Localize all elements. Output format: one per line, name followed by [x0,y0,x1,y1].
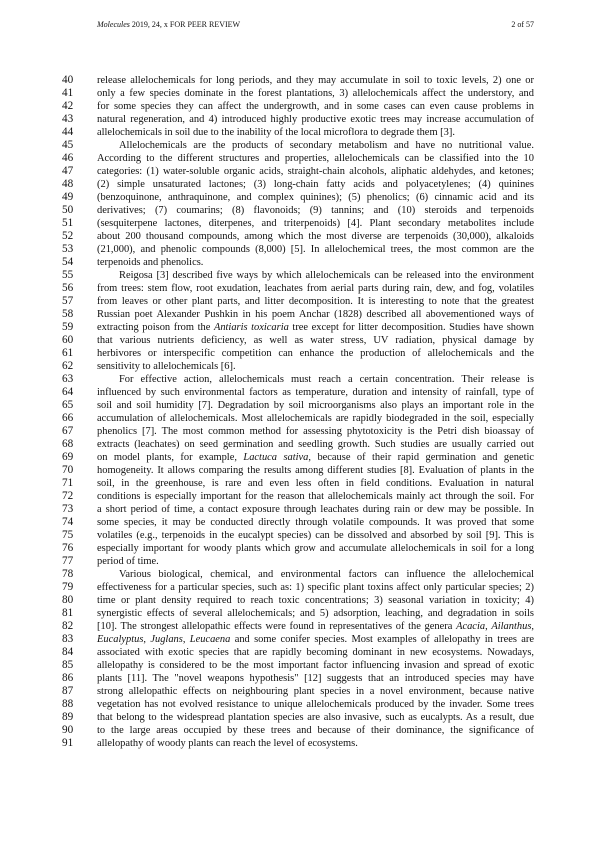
text-line: influenced by such environmental factors as temperature, duration and intensity of rainfall, type of [97,387,534,398]
text-line: for some species they can affect the undergrowth, and in some cases can even cause problems in [97,101,534,112]
species-name: Leucaena [189,634,231,645]
species-name: Acacia [456,621,486,632]
text-line: from trees: stem flow, root exudation, leachates from aerial parts during rain, dew, and fog, volatiles [97,283,534,294]
line-number: 55 [62,269,74,281]
line-number: 52 [62,230,74,242]
text-line: (sesquiterpene lactones, diterpenes, and triterpenoids) [4]. Plant secondary metabolites include [97,218,534,229]
text-line: strong allelopathic effects on neighbouring plant species in a novel environment, because native [97,686,534,697]
text-line: that various nutrients deficiency, as well as water stress, UV radiation, physical damage by [97,335,534,346]
text-line: allelopathy of woody plants can reach the level of ecosystems. [97,738,358,749]
line-number: 82 [62,620,74,632]
line-number: 79 [62,581,74,593]
text-line: (21,000), and phenolic compounds (8,000) [5]. In allelochemical trees, the most common are the [97,244,534,255]
line-number: 53 [62,243,74,255]
species-name: Eucalyptus [97,634,144,645]
line-number: 74 [62,516,74,528]
line-number: 40 [62,74,74,86]
line-number: 61 [62,347,74,359]
line-number: 91 [62,737,74,749]
text-line: Eucalyptus, Juglans, Leucaena and some conifer species. Most examples of allelopathy in trees are [97,634,535,645]
text-line: For effective action, allelochemicals must reach a certain concentration. Their release is [119,374,534,385]
line-number: 88 [62,698,74,710]
line-number: 70 [62,464,74,476]
text-line: Reigosa [3] described five ways by which allelochemicals can be released into the environment [119,270,534,281]
line-number: 68 [62,438,74,450]
line-number: 47 [62,165,74,177]
line-number: 60 [62,334,74,346]
line-number: 44 [62,126,74,138]
line-number: 66 [62,412,74,424]
line-number: 81 [62,607,74,619]
text-line: plants [11]. The "novel weapons hypothesis" [12] suggests that an introduced species may have [97,673,534,684]
text-line: phenolics [7]. The most common method for assessing phytotoxicity is the Petri dish bioassay of [97,426,534,437]
header-citation-rest: 2019, 24, x FOR PEER REVIEW [129,20,241,29]
text-line: about 200 thousand compounds, among which the most diverse are terpenoids (30,000), alkaloids [97,231,534,242]
line-number: 64 [62,386,74,398]
text-line: on model plants, for example, Lactuca sativa, because of their rapid germination and genetic [97,452,534,463]
text-line: derivatives; (7) coumarins; (8) flavonoids; (9) tannins; and (10) steroids and terpenoids [97,205,534,216]
text-line: natural regeneration, and 4) introduced highly productive exotic trees may increase accumulation of [97,114,534,125]
text-line: especially important for woody plants which grow and accumulate allelochemicals in soil for a long [97,543,534,554]
text-line: accumulation of allelochemicals. Most allelochemicals are rapidly biodegraded in the soil, especially [97,413,534,424]
line-number: 46 [62,152,74,164]
text-line: (2) simple unsaturated lactones; (3) long-chain fatty acids and polyacetylenes; (4) quinines [97,179,534,190]
line-number: 78 [62,568,74,580]
text-line: herbivores or interspecific competition can enhance the production of allelochemicals and the [97,348,534,359]
text-line: extracting poison from the Antiaris toxicaria tree except for litter decomposition. Studies have shown [97,322,534,333]
line-number: 85 [62,659,74,671]
text-line: release allelochemicals for long periods, and they may accumulate in soil to toxic levels, 2) one or [97,75,534,86]
text-line: [10]. The strongest allelopathic effects were found in representatives of the genera Acacia, Ailanthus, [97,621,534,632]
line-number: 69 [62,451,74,463]
line-number: 77 [62,555,74,567]
line-number: 58 [62,308,74,320]
text-line: soil and soil humidity [7]. Degradation by soil microorganisms also plays an important role in the [97,400,534,411]
line-number: 56 [62,282,74,294]
line-number: 59 [62,321,74,333]
text-line: from leaves or other plant parts, and litter decomposition. It is interesting to note that the greatest [97,296,534,307]
header-citation [97,19,240,31]
journal-name: Molecules [97,20,130,29]
text-line: According to the different structures and properties, allelochemicals can be classified into the 10 [97,153,534,164]
line-number: 54 [62,256,74,268]
line-number: 65 [62,399,74,411]
line-number: 49 [62,191,74,203]
text-line: allelopathy is considered to be the most important factor influencing invasion and spread of exotic [97,660,534,671]
text-line: effectiveness for a particular species, such as: 1) specific plant toxins affect only particular species; 2) [97,582,534,593]
text-line: period of time. [97,556,159,567]
text-line: associated with exotic species that are rapidly becoming dominant in new ecosystems. Nowadays, [97,647,534,658]
text-line: volatiles (e.g., terpenoids in the eucalypt species) can be dissolved and absorbed by soil [9]. This is [97,530,534,541]
text-line: extracts (leachates) on seed germination and seedling growth. Such studies are usually carried out [97,439,534,450]
text-line: sensitivity to allelochemicals [6]. [97,361,236,372]
text-line: conditions is especially important for the reason that allelochemicals mainly act through the soil. For [97,491,534,502]
line-number: 67 [62,425,74,437]
line-number: 63 [62,373,74,385]
text-line: allelochemicals in soil due to the inability of the local microflora to degrade them [3]. [97,127,455,138]
line-number: 51 [62,217,74,229]
text-line: synergistic effects of several allelochemicals; and 5) adsorption, leaching, and degradation in soils [97,608,534,619]
text-line: only a few species dominate in the forest plantations, 3) allelochemicals affect the understory, and [97,88,534,99]
line-number: 75 [62,529,74,541]
text-line: some species, it may be conducted directly through volatile compounds. It was proved that some [97,517,534,528]
line-number: 48 [62,178,74,190]
text-line: vegetation has not evolved resistance to unique allelochemicals produced by the invader. Some trees [97,699,534,710]
line-number: 86 [62,672,74,684]
text-line: soil, in the greenhouse, is rare and even less often in field conditions. Evaluation in natural [97,478,534,489]
line-number: 50 [62,204,74,216]
line-number: 84 [62,646,74,658]
text-line: Allelochemicals are the products of secondary metabolism and have no nutritional value. [119,140,534,151]
text-line: a short period of time, a contact exposure through leachates during rain or dew may be possible. In [97,504,534,515]
species-name: Ailanthus [491,621,532,632]
line-number: 90 [62,724,74,736]
line-number: 76 [62,542,74,554]
line-number: 62 [62,360,74,372]
species-name: Antiaris toxicaria [213,322,289,333]
line-number: 71 [62,477,74,489]
line-number: 83 [62,633,74,645]
line-number: 42 [62,100,74,112]
text-line: that belong to the widespread plantation species are also invasive, such as eucalypts. As a result, due [97,712,534,723]
line-number: 73 [62,503,74,515]
species-name: Juglans [150,634,183,645]
text-line: (benzoquinone, anthraquinone, and complex quinines); (5) phenolics; (6) cinnamic acid and its [97,192,534,203]
text-line: terpenoids and phenolics. [97,257,204,268]
line-number: 89 [62,711,74,723]
line-number: 57 [62,295,74,307]
page-number: 2 of 57 [511,20,534,29]
line-number: 80 [62,594,74,606]
line-number: 43 [62,113,74,125]
line-number: 87 [62,685,74,697]
text-line: homogeneity. It allows comparing the results among different studies [8]. Evaluation of plants in the [97,465,534,476]
line-number: 72 [62,490,74,502]
line-number: 41 [62,87,74,99]
text-line: time or plant density required to reach toxic concentrations; 3) seasonal variation in toxicity; 4) [97,595,534,606]
text-line: to the large areas occupied by these trees and because of their dominance, the significance of [97,725,534,736]
line-number: 45 [62,139,74,151]
text-line: Various biological, chemical, and environmental factors can influence the allelochemical [119,569,534,580]
text-line: Russian poet Alexander Pushkin in his poem Anchar (1828) described all abovementioned ways of [97,309,534,320]
running-header [97,19,534,31]
text-line: categories: (1) water-soluble organic acids, straight-chain alcohols, aliphatic aldehydes, and ketones; [97,166,534,177]
species-name: Lactuca sativa [243,452,309,463]
